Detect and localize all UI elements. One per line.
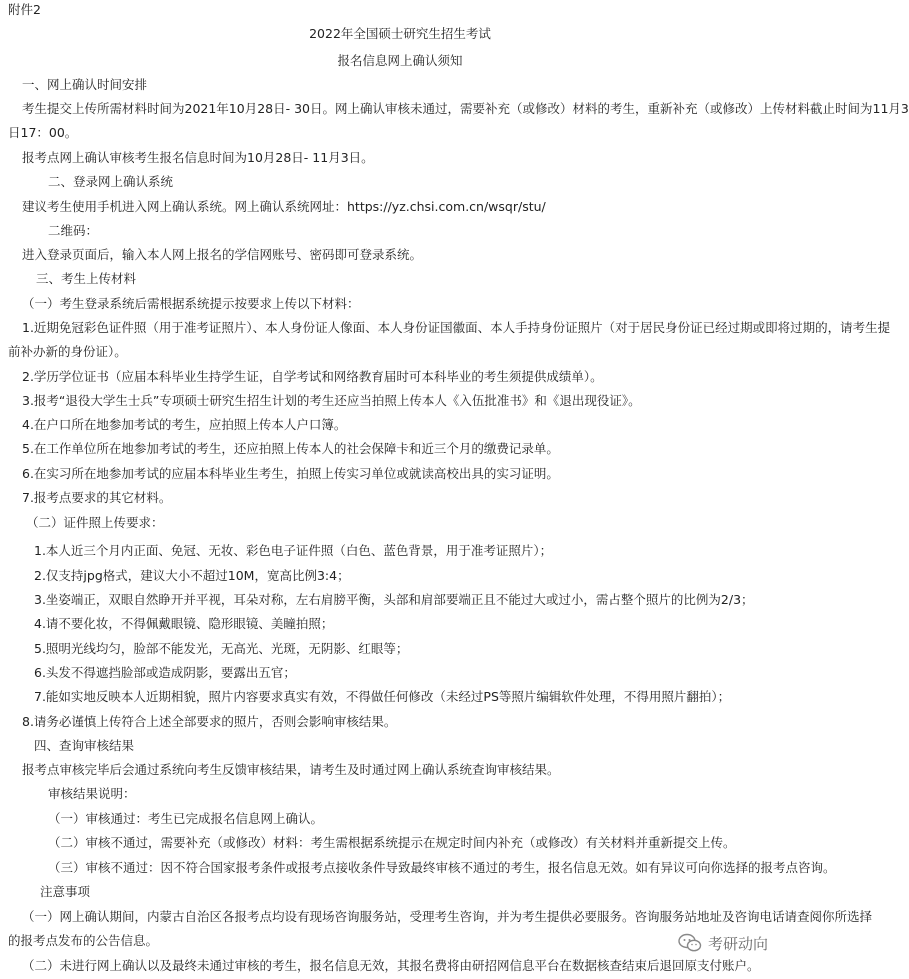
note-1a: （一）网上确认期间，内蒙古自治区各报考点均设有现场咨询服务站，受理考生咨询，并为考生提供必要服务。咨询服务站地址及咨询电话请查阅你所选择 [22, 909, 873, 924]
photo-req-5: 5.照明光线均匀，脸部不能发光，无高光、光斑，无阴影、红眼等； [34, 641, 409, 656]
photo-req-6: 6.头发不得遮挡脸部或造成阴影，要露出五官； [34, 665, 296, 680]
section2-para2: 进入登录页面后，输入本人网上报名的学信网账号、密码即可登录系统。 [22, 247, 423, 262]
section3-item5: 5.在工作单位所在地参加考试的考生，还应拍照上传本人的社会保障卡和近三个月的缴费记录单。 [22, 441, 559, 456]
section3-item3: 3.报考“退役大学生士兵”专项硕士研究生招生计划的考生还应当拍照上传本人《入伍批准书》和《退出现役证》。 [22, 393, 641, 408]
note-1b: 的报考点发布的公告信息。 [8, 933, 159, 948]
watermark [678, 931, 768, 955]
doc-title-line1: 2022年全国硕士研究生招生考试 [309, 26, 491, 41]
section1-heading: 一、网上确认时间安排 [22, 77, 148, 92]
section3-sub1: （一）考生登录系统后需根据系统提示按要求上传以下材料： [22, 296, 360, 311]
photo-req-1: 1.本人近三个月内正面、免冠、无妆、彩色电子证件照（白色、蓝色背景，用于准考证照片）； [34, 543, 553, 558]
section1-para1b: 日17：00。 [8, 125, 78, 140]
photo-req-3: 3.坐姿端正，双眼自然睁开并平视，耳朵对称，左右肩膀平衡，头部和肩部要端正且不能过大或过小，需占整个照片的比例为2/3； [34, 592, 754, 607]
attachment-label: 附件2 [8, 2, 41, 17]
section3-item6: 6.在实习所在地参加考试的应届本科毕业生考生，拍照上传实习单位或就读高校出具的实习证明。 [22, 466, 559, 481]
section2-qr-label: 二维码： [48, 223, 99, 238]
review-case-2: （二）审核不通过，需要补充（或修改）材料：考生需根据系统提示在规定时间内补充（或修改）有关材料并重新提交上传。 [48, 835, 736, 850]
review-case-1: （一）审核通过：考生已完成报名信息网上确认。 [48, 811, 324, 826]
section3-item2: 2.学历学位证书（应届本科毕业生持学生证，自学考试和网络教育届时可本科毕业的考生须提供成绩单）。 [22, 369, 603, 384]
doc-title-line2: 报名信息网上确认须知 [337, 53, 463, 68]
section4-para1: 报考点审核完毕后会通过系统向考生反馈审核结果，请考生及时通过网上确认系统查询审核结果。 [22, 762, 560, 777]
photo-req-4: 4.请不要化妆，不得佩戴眼镜、隐形眼镜、美瞳拍照； [34, 616, 334, 631]
photo-req-2: 2.仅支持jpg格式，建议大小不超过10M，宽高比例3:4； [34, 568, 350, 583]
watermark-text: 考研动向 [708, 934, 769, 953]
section1-para2: 报考点网上确认审核考生报名信息时间为10月28日- 11月3日。 [22, 150, 374, 165]
photo-req-7: 7.能如实地反映本人近期相貌，照片内容要求真实有效，不得做任何修改（未经过PS等照片编辑软件处理，不得用照片翻拍）； [34, 689, 731, 704]
section2-heading: 二、登录网上确认系统 [48, 174, 174, 189]
section1-para1a: 考生提交上传所需材料时间为2021年10月28日- 30日。网上确认审核未通过，需要补充（或修改）材料的考生，重新补充（或修改）上传材料截止时间为11月3 [22, 101, 909, 116]
section4-heading: 四、查询审核结果 [34, 738, 135, 753]
note-2: （二）未进行网上确认以及最终未通过审核的考生，报名信息无效，其报名费将由研招网信息平台在数据核查结束后退回原支付账户。 [22, 958, 760, 973]
section3-item7: 7.报考点要求的其它材料。 [22, 490, 172, 505]
section3-item1b: 前补办新的身份证）。 [8, 344, 127, 359]
section2-para1: 建议考生使用手机进入网上确认系统。网上确认系统网址：https://yz.chsi.com.cn/wsqr/stu/ [22, 199, 546, 214]
notes-heading: 注意事项 [40, 884, 91, 899]
section3-heading: 三、考生上传材料 [36, 271, 137, 286]
section3-item4: 4.在户口所在地参加考试的考生，应拍照上传本人户口簿。 [22, 417, 347, 432]
photo-req-8: 8.请务必谨慎上传符合上述全部要求的照片，否则会影响审核结果。 [22, 714, 397, 729]
section3-sub2: （二）证件照上传要求： [26, 515, 164, 530]
wechat-icon [678, 933, 702, 953]
section3-item1a: 1.近期免冠彩色证件照（用于准考证照片）、本人身份证人像面、本人身份证国徽面、本人手持身份证照片（对于居民身份证已经过期或即将过期的，请考生提 [22, 320, 891, 335]
review-case-3: （三）审核不通过：因不符合国家报考条件或报考点接收条件导致最终审核不通过的考生，报名信息无效。如有异议可向你选择的报考点咨询。 [48, 860, 836, 875]
review-result-label: 审核结果说明： [48, 786, 136, 801]
